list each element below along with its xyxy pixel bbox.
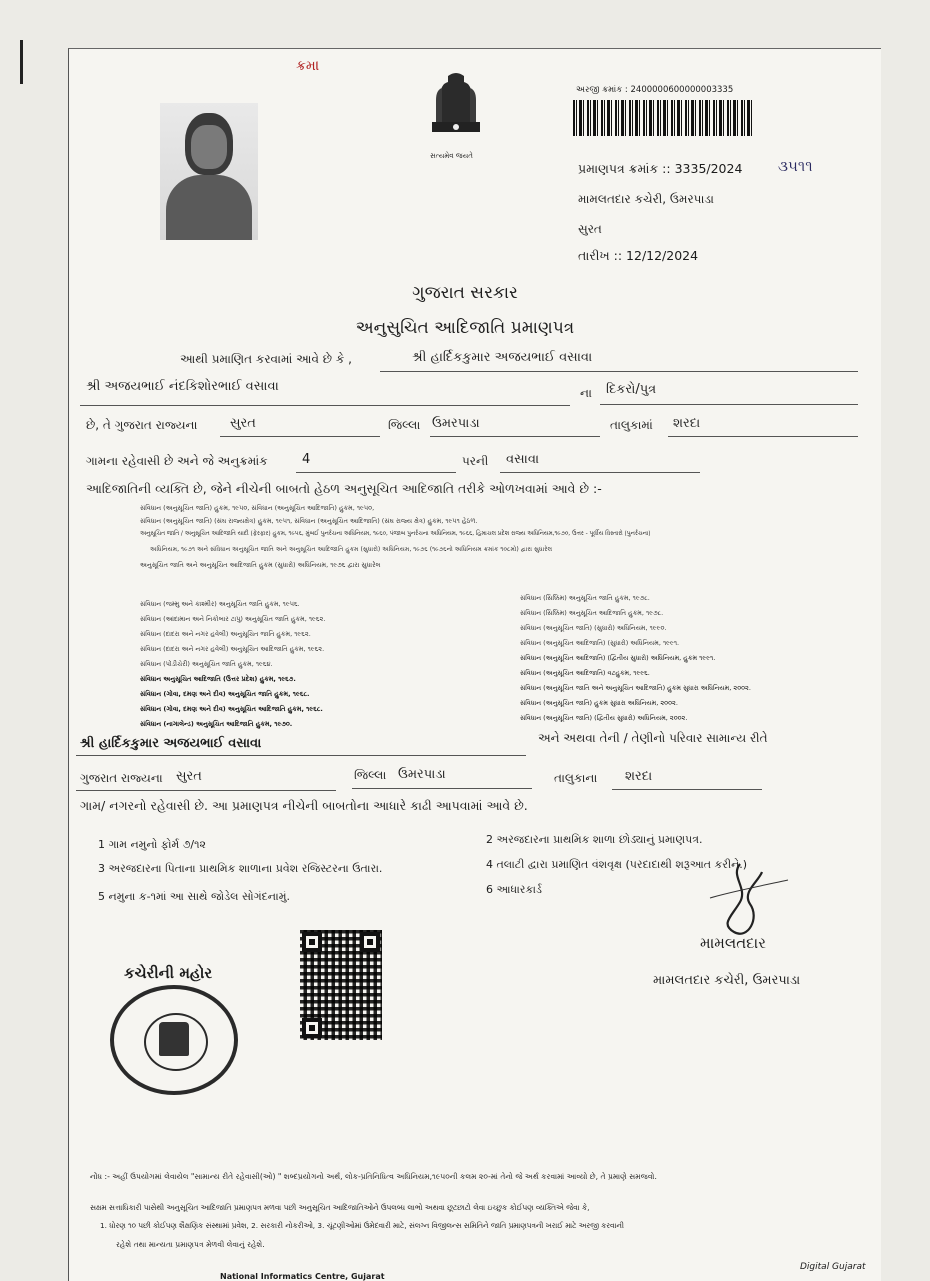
barcode [573, 100, 755, 136]
footnote-2: સક્ષમ સત્તાધિકારી પાસેથી અનુસૂચિત આદિજાતિ પ્રમાણપત્ર મળવા પછી અનુસૂચિત આદિજાતિઓને ઉપલબ્ધ લાભો અથવા છૂટછાટો લેવા ઇચ્છુક કોઈપણ વ્યક્તિએ જેવા કે, [90, 1203, 590, 1212]
order-right-line: સંવિધાન (અનુસૂચિત આદિજાતિ) (સુધારો) અધિનિયમ, ૧૯૯૧. [520, 639, 680, 647]
order-right-line: સંવિધાન (સિક્કિમ) અનુસૂચિત આદિજાતિ હુકમ, ૧૯૭૮. [520, 609, 664, 617]
footnote-3: 1. ધોરણ ૧૦ પછી કોઈપણ શૈક્ષણિક સંસ્થામાં પ્રવેશ, 2. સરકારી નોકરીઓ, 3. ચૂંટણીઓમાં ઉમેદવારી માટે, સંલગ્ન વિજીલન્સ સમિતિને જાતિ પ્રમાણપત્રની ખરાઈ માટે અરજી કરવાની [100, 1221, 624, 1230]
tribe: વસાવા [506, 452, 540, 467]
application-number: અરજી ક્રમાંક : 2400000600000003335 [576, 85, 734, 95]
applicant-name: શ્રી હાર્દિકકુમાર અજયભાઈ વસાવા [412, 350, 593, 365]
footnote-4: રહેશે તથા માન્યતા પ્રમાણપત્ર મેળવી લેવાનું રહેશે. [116, 1240, 265, 1249]
taluka-label-2: તાલુકાના [554, 771, 598, 785]
document-item: 2 અરજદારના પ્રાથમિક શાળા છોડ્યાનું પ્રમાણપત્ર. [486, 833, 703, 846]
order-right-line: સંવિધાન (સિક્કિમ) અનુસૂચિત જાતિ હુકમ, ૧૯૭૮. [520, 594, 650, 602]
government-title: ગુજરાત સરકાર [412, 283, 518, 303]
father-name: શ્રી અજયભાઈ નંદકિશોરભાઈ વસાવા [86, 379, 279, 394]
state-prefix: છે, તે ગુજરાત રાજ્યના [86, 418, 198, 432]
digital-gujarat-footer: Digital Gujarat [800, 1262, 866, 1272]
page-edge-mark [20, 40, 23, 84]
document-item: 6 આધારકાર્ડ [486, 883, 542, 896]
document-item: 5 નમુના ક-૧માં આ સાથે જોડેલ સોગંદનામું. [98, 890, 290, 903]
serial-number: 4 [302, 452, 311, 467]
certificate-number: પ્રમાણપત્ર ક્રમાંક :: 3335/2024 [578, 161, 743, 176]
nic-footer: National Informatics Centre, Gujarat [220, 1272, 385, 1281]
district: સુરત [230, 416, 256, 431]
office-seal-label: કચેરીની મહોર [124, 964, 213, 982]
footnote-1: નોંધ :- અહીં ઉપયોગમાં લેવાયેલ "સામાન્ય રીતે રહેવાસી(ઓ) " શબ્દપ્રયોગનો અર્થ, લોક-પ્રતિનિધિત્વ અધિનિયમ,૧૯૫૦ની કલમ ૨૦-માં તેનો જે અર્થ કરવામાં આવ્યો છે, તે પ્રમાણે સમજવો. [90, 1172, 657, 1181]
order-right-line: સંવિધાન (અનુસૂચિત આદિજાતિ) વટહુકમ, ૧૯૯૬. [520, 669, 650, 677]
taluka-label: તાલુકામાં [610, 418, 653, 432]
order-right-line: સંવિધાન (અનુસૂચિત આદિજાતિ) (દ્વિતીય સુધારો) અધિનિયમ, હુકમ ૧૯૯૧. [520, 654, 716, 662]
document-item: 4 તલાટી દ્વારા પ્રમાણિત વંશવૃક્ષ (પરદાદાથી શરૂઆત કરીને.) [486, 858, 748, 871]
relation: દિકરો/પુત્ર [606, 382, 657, 397]
order-left-line: સંવિધાન અનુસૂચિત આદિજાતિ (ઉત્તર પ્રદેશ) હુકમ, ૧૯૬૭. [140, 675, 296, 683]
signatory-office: મામલતદાર કચેરી, ઉમરપાડા [653, 973, 801, 988]
emblem-caption: સત્યમેવ જયતે [430, 152, 473, 160]
document-item: 1 ગામ નમુનો ફોર્મ ૭/૧૨ [98, 838, 206, 851]
office-seal-stamp [110, 985, 238, 1095]
order-line: અનુસૂચિત જાતિ / અનુસૂચિત આદિજાતિ યાદી (ફેરફાર) હુકમ, ૧૯૫૬, મુંબઈ પુનર્રચના અધિનિયમ, ૧૯૬૦, પંજાબ પુનર્રચના અધિનિયમ, ૧૯૬૬, હિમાચલ પ્રદેશ રાજ્ય અધિનિયમ,૧૯૭૦, ઉત્તર - પૂર્વીય વિસ્તારો (પુનર્રચના) [140, 531, 651, 537]
national-emblem-icon [418, 70, 494, 148]
order-right-line: સંવિધાન (અનુસૂચિત જાતિ) હુકમ સુધારા અધિનિયમ, ૨૦૦૨. [520, 699, 678, 707]
order-left-line: સંવિધાન (નાગાલેન્ડ) અનુસૂચિત આદિજાતિ હુકમ, ૧૯૭૦. [140, 720, 293, 728]
applicant-name-repeat: શ્રી હાર્દિકકુમાર અજયભાઈ વસાવા [80, 736, 262, 751]
signatory-title: મામલતદાર [700, 934, 766, 952]
order-left-line: સંવિધાન (દાદરા અને નગર હવેલી) અનુસૂચિત જાતિ હુકમ, ૧૯૬૨. [140, 630, 311, 638]
order-line: અધિનિયમ, ૧૯૭૧ અને સંવિધાન અનુસૂચિત જાતિ અને અનુસૂચિત આદિજાતિ હુકમ (સુધારો) અધિનિયમ, ૧૯૭૬ (૧૯૭૬નો અધિનિયમ ક્રમાંક ૧૦૮મો) દ્વારા સુધારેલ [150, 546, 553, 553]
order-left-line: સંવિધાન (દાદરા અને નગર હવેલી) અનુસૂચિત આદિજાતિ હુકમ, ૧૯૬૨. [140, 645, 325, 653]
office-line-1: મામલતદાર કચેરી, ઉમરપાડા [578, 192, 714, 206]
on-label: પરની [462, 454, 489, 468]
order-left-line: સંવિધાન (ગોવા, દમણ અને દીવ) અનુસૂચિત આદિજાતિ હુકમ, ૧૯૬૮. [140, 705, 323, 713]
district-2: સુરત [176, 769, 202, 784]
district-label-2: જિલ્લા [354, 768, 387, 782]
qr-code [300, 930, 382, 1040]
tribe-intro: આદિજાતિની વ્યક્તિ છે, જેને નીચેની બાબતો હેઠળ અનુસૂચિત આદિજાતિ તરીકે ઓળખવામાં આવે છે :- [86, 481, 602, 496]
village-2: શરદા [625, 769, 653, 784]
relation-prefix: ના [580, 386, 592, 400]
village: શરદા [673, 416, 701, 431]
office-line-2: સુરત [578, 222, 602, 236]
state-prefix-2: ગુજરાત રાજ્યના [80, 771, 163, 785]
order-left-line: સંવિધાન (પોંડીચેરી) અનુસૂચિત જાતિ હુકમ, ૧૯૬૪. [140, 660, 273, 668]
order-right-line: સંવિધાન (અનુસૂચિત જાતિ) (સુધારો) અધિનિયમ, ૧૯૯૦. [520, 624, 667, 632]
order-right-line: સંવિધાન (અનુસૂચિત જાતિ અને અનુસૂચિત આદિજાતિ) હુકમ સુધારા અધિનિયમ, ૨૦૦૨. [520, 684, 751, 692]
order-line: સંવિધાન (અનુસૂચિત જાતિ) હુકમ, ૧૯૫૦, સંવિધાન (અનુસૂચિત આદિજાતિ) હુકમ, ૧૯૫૦, [140, 504, 375, 512]
basis-text: ગામ/ નગરનો રહેવાસી છે. આ પ્રમાણપત્ર નીચેની બાબતોના આધારે કાઢી આપવામાં આવે છે. [80, 798, 528, 813]
order-right-line: સંવિધાન (અનુસૂચિત જાતિ) (દ્વિતીય સુધારો) અધિનિયમ, ૨૦૦૨. [520, 714, 688, 722]
district-label: જિલ્લા [388, 418, 421, 432]
taluka: ઉમરપાડા [432, 416, 480, 431]
order-left-line: સંવિધાન (ગોવા, દમણ અને દીવ) અનુસૂચિત જાતિ હુકમ, ૧૯૬૮. [140, 690, 310, 698]
taluka-2: ઉમરપાડા [398, 767, 446, 782]
order-left-line: સંવિધાન (જમ્મુ અને કાશ્મીર) અનુસૂચિત જાતિ હુકમ, ૧૯૫૬. [140, 600, 300, 608]
order-line: સંવિધાન (અનુસૂચિત જાતિ) (સંઘ રાજ્યક્ષેત્ર) હુકમ, ૧૯૫૧, સંવિધાન (અનુસૂચિત આદિજાતિ) (સંઘ રાજ્ય ક્ષેત્ર) હુકમ, ૧૯૫૧ હેઠળ. [140, 517, 478, 525]
order-left-line: સંવિધાન (આંદામાન અને નિકોબાર ટાપુ) અનુસૂચિત જાતિ હુકમ, ૧૯૬૨. [140, 615, 326, 623]
applicant-photo [160, 103, 258, 240]
certificate-title: અનુસુચિત આદિજાતિ પ્રમાણપત્ર [355, 318, 575, 338]
certify-prefix: આથી પ્રમાણિત કરવામાં આવે છે કે , [180, 352, 352, 366]
handwritten-corner-note: ક્રમ। [296, 58, 320, 74]
resident-label: ગામના રહેવાસી છે અને જે અનુક્રમાંક [86, 454, 268, 468]
order-line: અનુસૂચિત જાતિ અને અનુસૂચિત આદિજાતિ હુકમ (સુધારો) અધિનિયમ, ૧૯૭૬ દ્વારા સુધારેલ [140, 561, 381, 569]
family-text: અને અથવા તેની / તેણીનો પરિવાર સામાન્ય રીતે [538, 731, 768, 745]
document-item: 3 અરજદારના પિતાના પ્રાથમિક શાળાના પ્રવેશ રજિસ્ટરના ઉતારા. [98, 862, 383, 875]
certificate-number-handwritten: ૩૫૧૧ [778, 157, 813, 175]
issue-date: તારીખ :: 12/12/2024 [578, 248, 699, 263]
